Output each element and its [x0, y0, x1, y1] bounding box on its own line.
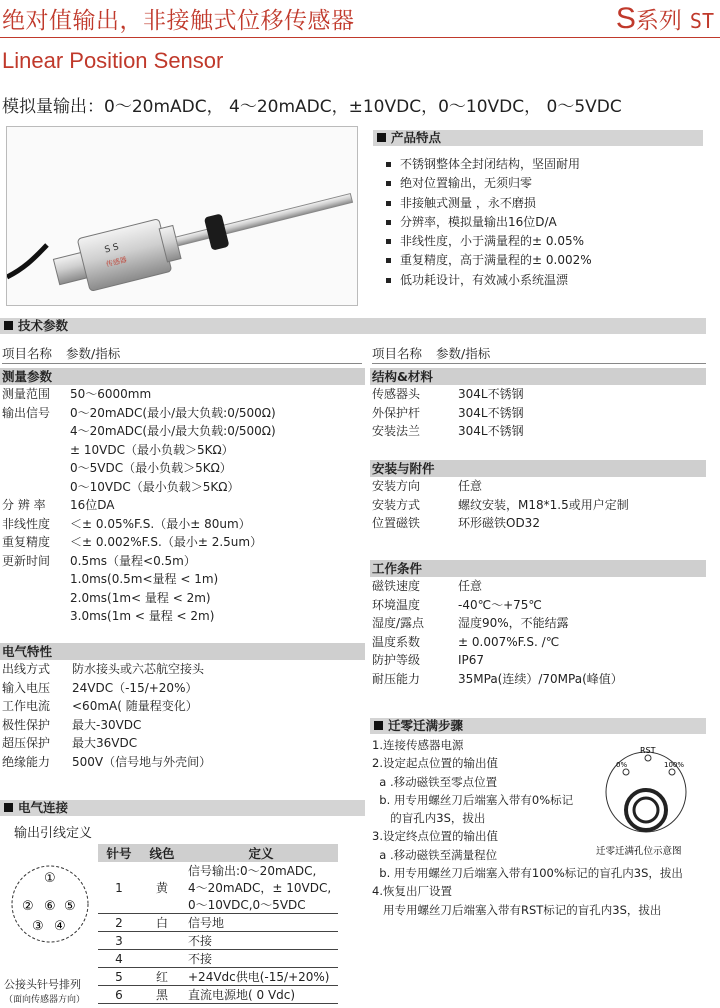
structure-section — [370, 368, 706, 441]
param-row — [0, 660, 365, 679]
series-code: ST — [689, 9, 714, 33]
wire-color: 白 — [140, 914, 184, 932]
definition-line: 信号地 — [188, 916, 225, 930]
param-value: ＜± 0.05%F.S.（最小± 80um） — [70, 516, 251, 531]
param-key: 传感器头 — [372, 387, 421, 401]
param-value: 0～5VDC（最小负载＞5KΩ） — [70, 461, 232, 475]
param-row — [0, 679, 365, 698]
definition-line: 信号输出:0～20mADC, — [188, 864, 317, 878]
install-section — [370, 460, 706, 533]
param-key: 出线方式 — [2, 662, 51, 676]
param-key: 超压保护 — [2, 736, 51, 750]
pin-6-label: ⑥ — [44, 899, 56, 914]
measure-rows — [0, 385, 365, 626]
install-heading: 安装与附件 — [370, 460, 706, 477]
pin-number: 4 — [98, 950, 140, 968]
param-value: ＜± 0.002%F.S.（最小± 2.5um） — [70, 535, 263, 549]
page-title: 绝对值输出，非接触式位移传感器 — [2, 8, 355, 34]
param-row — [370, 514, 706, 533]
features-heading: 产品特点 — [373, 130, 703, 146]
square-bullet-icon — [377, 133, 386, 142]
param-key: 磁铁速度 — [372, 579, 421, 593]
param-row — [0, 570, 365, 589]
measure-section — [0, 368, 365, 626]
photo-label-top: S S — [103, 242, 120, 256]
param-value: 16位DA — [70, 498, 115, 512]
feature-item: 分辨率，模拟量输出16位D/A — [380, 213, 592, 232]
param-key: 环境温度 — [372, 597, 421, 612]
pin-number: 6 — [98, 986, 140, 1004]
param-row — [370, 404, 706, 423]
zero-hole-icon — [623, 769, 629, 775]
measure-heading: 测量参数 — [0, 368, 365, 385]
param-value: 0.5ms（量程<0.5m） — [70, 553, 196, 568]
pin-definition — [184, 968, 338, 986]
param-row — [0, 716, 365, 735]
step-line: 用专用螺丝刀后端塞入带有RST标记的盲孔内3S，拔出 — [372, 902, 662, 917]
feature-item: 重复精度，高于满量程的± 0.002% — [380, 251, 592, 270]
definition-line: 不接 — [188, 934, 213, 948]
param-row — [370, 496, 706, 515]
param-row — [370, 422, 706, 441]
param-row — [0, 441, 365, 460]
param-row — [370, 577, 706, 596]
step-line: a .移动磁铁至零点位置 — [372, 774, 498, 789]
pin-1-label: ① — [44, 871, 56, 886]
param-value: 2.0ms(1m< 量程 < 2m) — [70, 590, 211, 605]
param-key: 极性保护 — [2, 717, 51, 732]
col-pin: 针号 — [98, 844, 140, 862]
definition-line: 不接 — [188, 952, 213, 966]
features-list — [380, 155, 592, 290]
wire-color: 红 — [140, 968, 184, 986]
param-row — [0, 404, 365, 423]
param-row — [0, 422, 365, 441]
pin-number: 3 — [98, 932, 140, 950]
zero-label: 0% — [616, 761, 628, 769]
param-value: 304L不锈钢 — [458, 424, 524, 438]
pin-table-body — [98, 862, 338, 1004]
param-value: 任意 — [458, 579, 483, 593]
working-section — [370, 560, 706, 688]
pin-table — [98, 844, 338, 1004]
feature-item: 绝对位置输出，无须归零 — [380, 174, 592, 193]
structure-heading: 结构&材料 — [370, 368, 706, 385]
electrical-heading: 电气特性 — [0, 643, 365, 660]
definition-line: +24Vdc供电(-15/+20%) — [188, 970, 330, 984]
product-photo — [6, 126, 358, 306]
param-key: 温度系数 — [372, 634, 421, 649]
series-letter: S — [615, 2, 636, 35]
param-row — [0, 697, 365, 716]
working-rows — [370, 577, 706, 688]
param-key: 测量范围 — [2, 387, 51, 401]
param-value: 螺纹安装，M18*1.5或用户定制 — [458, 497, 629, 512]
wire-color — [140, 932, 184, 950]
feature-item: 不锈钢整体全封闭结构，坚固耐用 — [380, 155, 592, 174]
param-value: 最大-30VDC — [72, 717, 142, 732]
param-row — [370, 614, 706, 633]
definition-line: 直流电源地( 0 Vdc) — [188, 988, 296, 1002]
param-key: 工作电流 — [2, 699, 51, 713]
feature-item: 非接触式测量 ，永不磨损 — [380, 194, 592, 213]
diagram-caption: 迁零迁满孔位示意图 — [596, 846, 682, 857]
param-row — [0, 515, 365, 534]
step-line: a .移动磁铁至满量程位 — [372, 847, 498, 862]
param-key: 耐压能力 — [372, 671, 421, 686]
step-line: b. 用专用螺丝刀后端塞入带有0%标记 — [372, 792, 574, 807]
electrical-conn-heading: 电气连接 — [0, 800, 365, 816]
sensor-illustration — [7, 127, 357, 305]
definition-line: 4～20mADC，± 10VDC, — [188, 881, 332, 895]
param-value: -40℃～+75℃ — [458, 597, 542, 612]
param-key: 安装方向 — [372, 479, 421, 493]
param-row — [0, 533, 365, 552]
full-hole-icon — [669, 769, 675, 775]
feature-item: 非线性度，小于满量程的± 0.05% — [380, 232, 592, 251]
right-col-header: 项目名称 参数/指标 — [372, 344, 706, 364]
step-line: b. 用专用螺丝刀后端塞入带有100%标记的盲孔内3S，拔出 — [372, 866, 683, 881]
param-row — [0, 496, 365, 515]
param-row — [0, 478, 365, 497]
step-line: 2.设定起点位置的输出值 — [372, 756, 498, 771]
step-line: 4.恢复出厂设置 — [372, 884, 452, 899]
param-value: 35MPa(连续）/70MPa(峰值） — [458, 671, 623, 686]
param-row — [370, 670, 706, 689]
param-row — [370, 633, 706, 652]
param-key: 湿度/露点 — [372, 616, 425, 630]
wire-color — [140, 950, 184, 968]
pin-definition — [184, 950, 338, 968]
structure-rows — [370, 385, 706, 441]
pin-definition — [184, 932, 338, 950]
rst-hole-icon — [645, 755, 651, 761]
param-row — [370, 651, 706, 670]
analog-output-line: 模拟量输出：0～20mADC， 4～20mADC，±10VDC，0～10VDC， 0～5VDC — [2, 97, 622, 117]
zero-span-heading: 迁零迁满步骤 — [370, 718, 706, 734]
english-subtitle: Linear Position Sensor — [2, 48, 224, 73]
square-bullet-icon — [4, 321, 13, 330]
step-line: 3.设定终点位置的输出值 — [372, 829, 498, 844]
working-heading: 工作条件 — [370, 560, 706, 577]
param-value: 湿度90%，不能结露 — [458, 616, 569, 630]
param-row — [0, 589, 365, 608]
param-value: ± 10VDC（最小负载＞5KΩ） — [70, 442, 234, 457]
pin-row — [98, 914, 338, 932]
col-def: 定义 — [184, 844, 338, 862]
definition-line: 0～10VDC,0～5VDC — [188, 898, 306, 912]
step-line: 的盲孔内3S，拔出 — [372, 811, 486, 826]
param-key: 安装法兰 — [372, 424, 421, 438]
param-value: 0～20mADC(最小/最大负载:0/500Ω) — [70, 405, 276, 420]
param-row — [370, 596, 706, 615]
pin-number: 2 — [98, 914, 140, 932]
param-row — [0, 753, 365, 772]
connector-caption-sub: （面向传感器方向） — [4, 995, 86, 1005]
pin-row — [98, 968, 338, 986]
param-row — [0, 385, 365, 404]
feature-item: 低功耗设计，有效减小系统温漂 — [380, 271, 592, 290]
series-word: 系列 — [635, 8, 682, 34]
param-value: 304L不锈钢 — [458, 405, 524, 420]
param-key: 外保护杆 — [372, 405, 421, 420]
pin-2-label: ② — [22, 899, 34, 914]
pin-row — [98, 950, 338, 968]
param-key: 安装方式 — [372, 497, 421, 512]
param-value: 3.0ms(1m < 量程 < 2m) — [70, 609, 215, 623]
pin-number: 5 — [98, 968, 140, 986]
param-row — [370, 385, 706, 404]
param-key: 更新时间 — [2, 553, 51, 568]
electrical-rows — [0, 660, 365, 771]
param-value: 4～20mADC(最小/最大负载:0/500Ω) — [70, 424, 276, 438]
param-value: 304L不锈钢 — [458, 387, 524, 401]
left-col-header: 项目名称 参数/指标 — [2, 344, 362, 364]
pin-row — [98, 862, 338, 914]
param-value: 500V（信号地与外壳间） — [72, 754, 212, 769]
param-key: 位置磁铁 — [372, 516, 421, 530]
param-key: 输出信号 — [2, 405, 51, 420]
pin-row — [98, 932, 338, 950]
param-value: 防水接头或六芯航空接头 — [72, 662, 205, 676]
param-key: 输入电压 — [2, 680, 51, 695]
param-value: 50～6000mm — [70, 387, 152, 401]
param-row — [370, 477, 706, 496]
pin-definition — [184, 914, 338, 932]
pin-5-label: ⑤ — [64, 899, 76, 914]
series-label — [616, 2, 714, 36]
param-value: IP67 — [458, 653, 485, 667]
param-row — [0, 607, 365, 626]
install-rows — [370, 477, 706, 533]
square-bullet-icon — [4, 803, 13, 812]
param-value: 1.0ms(0.5m<量程 < 1m) — [70, 572, 219, 586]
param-key: 绝缘能力 — [2, 754, 51, 769]
hole-diagram — [594, 744, 714, 860]
pin-definition — [184, 862, 338, 914]
header-rule — [0, 37, 720, 38]
connector-caption: 公接头针号排列 — [4, 978, 81, 991]
pin-definition — [184, 986, 338, 1004]
pin-row — [98, 986, 338, 1004]
param-key: 防护等级 — [372, 653, 421, 667]
full-label: 100% — [664, 761, 685, 769]
pin-def-subheading: 输出引线定义 — [14, 826, 93, 841]
param-value: 任意 — [458, 479, 483, 493]
param-row — [0, 734, 365, 753]
param-value: 最大36VDC — [72, 736, 138, 750]
param-value: 24VDC（-15/+20%） — [72, 680, 198, 695]
param-key: 重复精度 — [2, 535, 51, 549]
square-bullet-icon — [374, 721, 383, 730]
electrical-section — [0, 643, 365, 771]
pin-number: 1 — [98, 862, 140, 914]
param-key: 非线性度 — [2, 516, 51, 531]
param-key: 分 辨 率 — [2, 498, 46, 512]
param-value: 环形磁铁OD32 — [458, 516, 540, 530]
step-line: 1.连接传感器电源 — [372, 738, 464, 752]
col-color: 线色 — [140, 844, 184, 862]
pin-4-label: ④ — [54, 919, 66, 934]
connector-diagram — [6, 862, 96, 946]
tech-heading: 技术参数 — [0, 318, 706, 334]
pin-3-label: ③ — [32, 919, 44, 934]
param-row — [0, 459, 365, 478]
param-value: 0～10VDC（最小负载＞5KΩ） — [70, 479, 240, 494]
param-value: ± 0.007%F.S. /℃ — [458, 634, 560, 649]
wire-color: 黄 — [140, 862, 184, 914]
param-row — [0, 552, 365, 571]
wire-color: 黑 — [140, 986, 184, 1004]
param-value: <60mA( 随量程变化） — [72, 699, 198, 713]
photo-label-brand: 传感器 — [105, 255, 128, 269]
rst-label: RST — [640, 746, 656, 755]
